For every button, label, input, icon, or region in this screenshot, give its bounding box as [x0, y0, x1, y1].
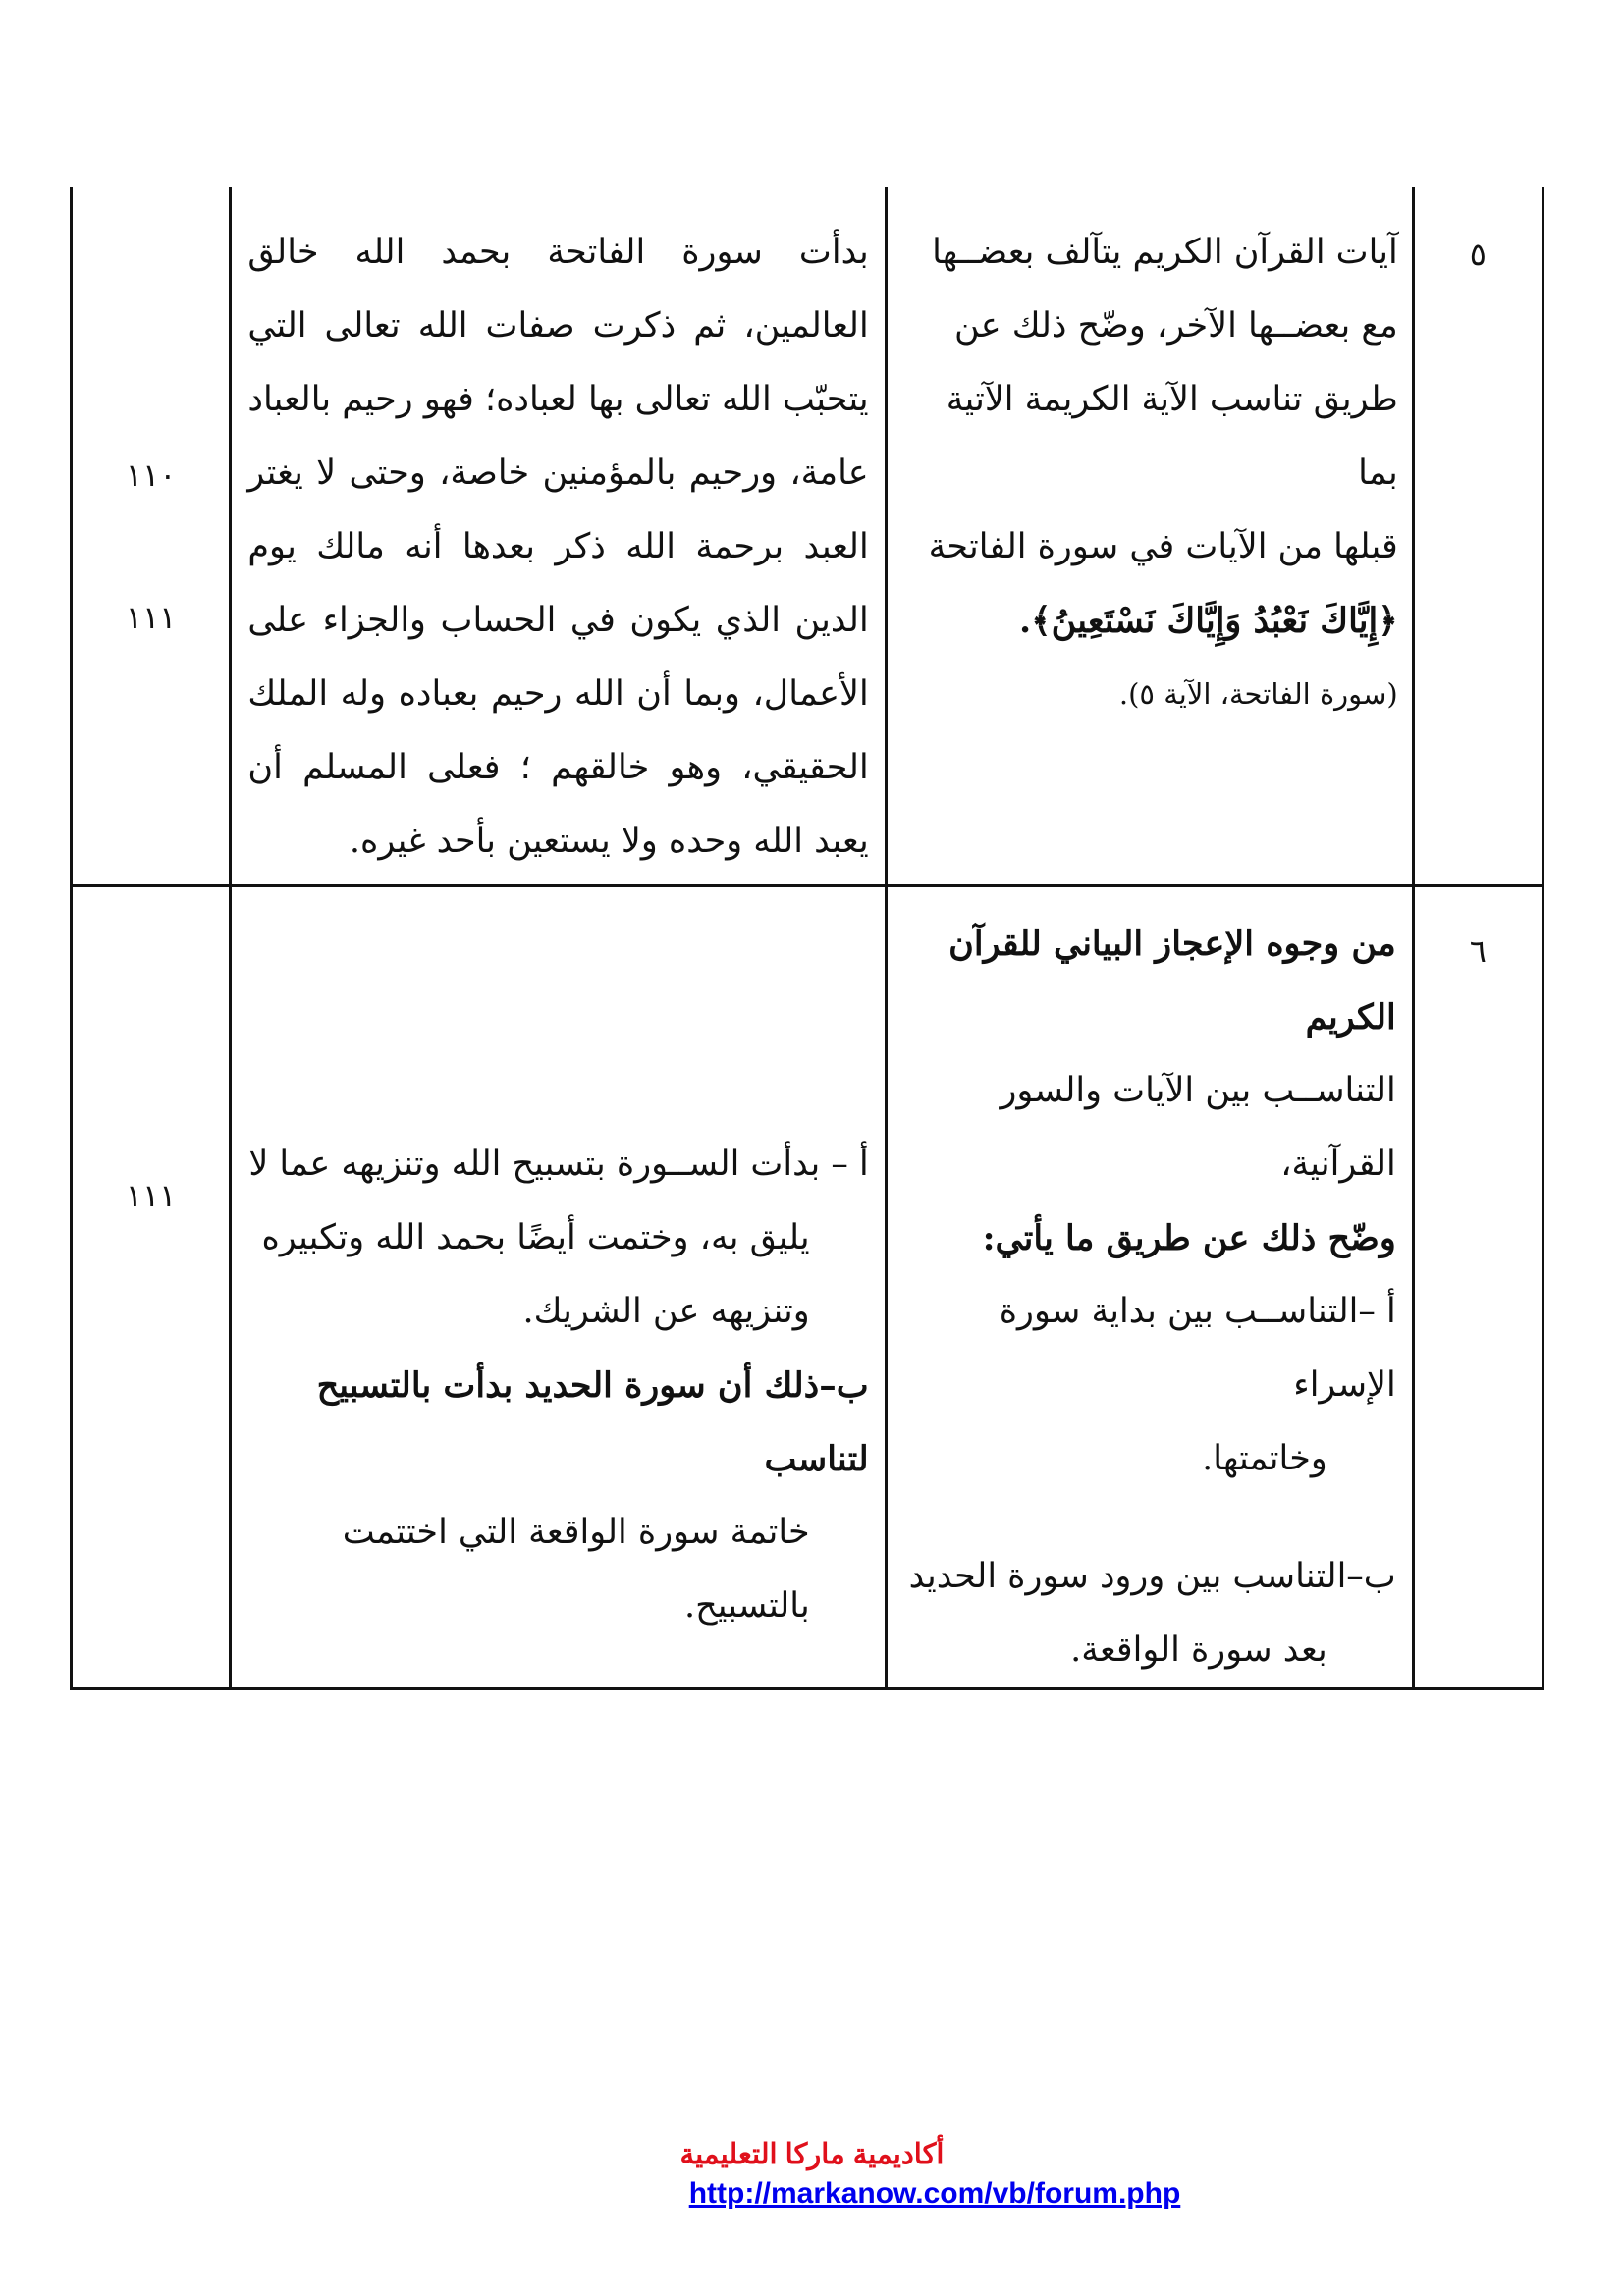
question-line: التناســب بين الآيات والسور القرآنية، — [1000, 1070, 1396, 1184]
page-number: ١١١ — [125, 1176, 177, 1214]
answer-part-a: أ – بدأت الســورة بتسبيح الله وتنزيهه عما لا — [248, 1144, 869, 1184]
page-number: ١١٠ — [125, 456, 177, 494]
page-number: ١١١ — [125, 599, 177, 636]
page-number-cell — [72, 885, 231, 1688]
question-part-a: وخاتمتها. — [1202, 1438, 1327, 1478]
question-number-cell — [1413, 187, 1543, 885]
question-line: قبلها من الآيات في سورة الفاتحة — [928, 527, 1398, 566]
footer-title: أكاديمية ماركا التعليمية — [679, 2139, 945, 2170]
question-line: طريق تناسب الآية الكريمة الآتية بما — [946, 380, 1398, 493]
answers-table — [70, 187, 1544, 1690]
question-line: مع بعضــها الآخر، وضّح ذلك عن — [954, 306, 1398, 346]
answer-cell — [231, 187, 886, 885]
answer-cell — [231, 885, 886, 1688]
table-row — [72, 187, 1543, 885]
footer-link[interactable]: http://markanow.com/vb/forum.php — [688, 2177, 1181, 2210]
quran-verse: ﴿إِيَّاكَ نَعْبُدُ وَإِيَّاكَ نَسْتَعِينُ﴾. — [1018, 601, 1398, 641]
footer — [0, 2135, 1624, 2214]
question-cell — [886, 187, 1413, 885]
answer-part-a: يليق به، وختمت أيضًا بحمد الله وتكبيره — [261, 1217, 810, 1257]
question-line: آيات القرآن الكريم يتآلف بعضــها — [932, 233, 1398, 272]
answer-text: بدأت سورة الفاتحة بحمد الله خالق العالمين، ثم ذكرت صفات الله تعالى التي يتحبّب الله تعالى بها لعباده؛ فهو رحيم بالعباد عامة، ورحيم بالمؤمنين خاصة، وحتى لا يغتر العبد برحمة الله ذكر بعدها أنه مالك يوم الدين الذي يكون في الحساب والجزاء على الأعمال، وبما أن الله رحيم بعباده وله الملك الحقيقي، وهو خالقهم ؛ فعلى المسلم أن يعبد الله وحده ولا يستعين بأحد غيره. — [247, 233, 869, 861]
question-part-b: بعد سورة الواقعة. — [1070, 1629, 1327, 1670]
verse-citation: (سورة الفاتحة، الآية ٥). — [1118, 677, 1398, 711]
question-part-b: ب–التناسب بين ورود سورة الحديد — [908, 1556, 1396, 1596]
question-line: وضّح ذلك عن طريق ما يأتي: — [982, 1217, 1396, 1258]
question-part-a: أ –التناســب بين بداية سورة الإسراء — [999, 1291, 1396, 1405]
answer-part-b: خاتمة سورة الواقعة التي اختتمت بالتسبيح. — [342, 1512, 810, 1626]
question-number: ٥ — [1469, 236, 1487, 273]
page-number-cell — [72, 187, 231, 885]
question-cell — [886, 885, 1413, 1688]
question-line: من وجوه الإعجاز البياني للقرآن الكريم — [948, 923, 1396, 1038]
table-row — [72, 885, 1543, 1688]
answer-part-a: وتنزيهه عن الشريك. — [522, 1291, 810, 1331]
question-number-cell — [1413, 885, 1543, 1688]
answer-part-b: ب–ذلك أن سورة الحديد بدأت بالتسبيح لتناسب — [316, 1364, 869, 1479]
question-number: ٦ — [1469, 932, 1487, 970]
